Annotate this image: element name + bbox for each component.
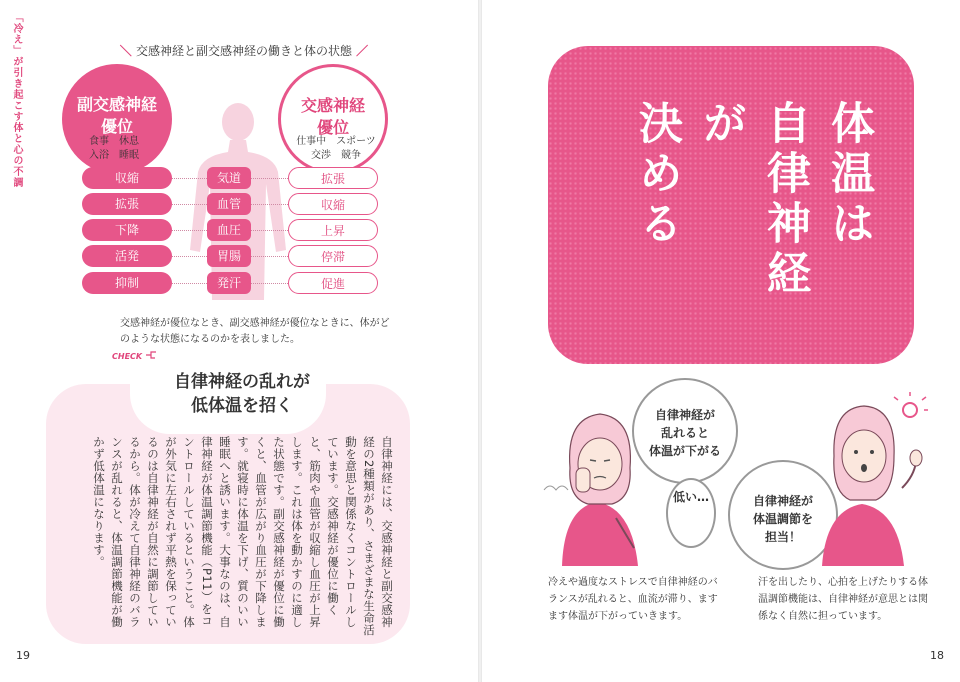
sympathetic-activities-1: 仕事中 スポーツ xyxy=(296,136,376,147)
left-page xyxy=(0,0,478,682)
description-right: 汗を出したり、心拍を上げたりする体温調節機能は、自律神経が意思とは関係なく自然に担っています。 xyxy=(758,577,928,622)
pointing-hand-icon xyxy=(145,349,157,359)
speech-2-line-2: 体温調節を xyxy=(752,512,813,526)
diagram-caption: 交感神経が優位なとき、副交感神経が優位なときに、体がどのような状態になるのかを表しました。 xyxy=(120,318,390,345)
speech-1-line-1: 自律神経が xyxy=(654,408,715,422)
section-title xyxy=(96,42,392,59)
page-number: 18 xyxy=(930,649,944,662)
organ-digestion: 胃腸 xyxy=(207,245,251,267)
article-heading-line-1: 自律神経の乱れが xyxy=(174,372,310,392)
dotted-connector xyxy=(172,283,207,284)
speech-bubble-low: 低い… xyxy=(666,478,716,548)
sympathetic-effect-vessels: 収縮 xyxy=(288,193,378,215)
speech-1-line-2: 乱れると xyxy=(660,426,709,440)
speech-bubble-temperature-drop xyxy=(632,378,738,484)
section-title-text: 交感神経と副交感神経の働きと体の状態 xyxy=(135,44,352,58)
check-label-text: CHECK xyxy=(112,352,143,361)
speech-2-line-3: 担当！ xyxy=(764,530,801,544)
sympathetic-effect-airway: 拡張 xyxy=(288,167,378,189)
chapter-title-line-2: 自律神経が xyxy=(695,100,810,300)
description-left: 冷えや過度なストレスで自律神経のバランスが乱れると、血流が滞り、ますます体温が下がっていきます。 xyxy=(548,577,718,622)
dotted-connector xyxy=(251,230,288,231)
article-body: 自律神経には、交感神経と副交感神経の2種類があり、さまざまな生命活動を意思と関係なくコントロールしています。交感神経が優位に働くと、筋肉や血管が収縮し血圧が上昇します。これは体を動かすのに適した状態です。副交感神経が優位に働くと、血管が広がり血圧が下降します。就寝時に体温を下げ、質のいい睡眠へと誘います。大事なのは、自律神経が体温調節機能（P11）をコントロールしているということ。体が外気に左右されず平熱を保っているのは自律神経が自然に調節しているから。体が冷えて自律神経のバランスが乱れると、体温調節機能が働かず低体温になります。 xyxy=(92,436,394,636)
slash-right-icon: ／ xyxy=(352,44,369,58)
sympathetic-activities-2: 交渉 競争 xyxy=(311,150,361,161)
page-number: 19 xyxy=(16,649,30,662)
speech-2-line-1: 自律神経が xyxy=(752,494,813,508)
dotted-connector xyxy=(251,204,288,205)
parasympathetic-activities-2: 入浴 睡眠 xyxy=(89,150,139,161)
parasympathetic-activities xyxy=(84,135,144,163)
article-heading-line-2: 低体温を招く xyxy=(191,396,293,416)
dotted-connector xyxy=(251,256,288,257)
dotted-connector xyxy=(172,204,207,205)
sympathetic-activities xyxy=(286,135,386,163)
dotted-connector xyxy=(172,178,207,179)
parasympathetic-effect-blood-pressure: 下降 xyxy=(82,219,172,241)
speech-1-line-3: 体温が下がる xyxy=(648,444,721,458)
sympathetic-effect-blood-pressure: 上昇 xyxy=(288,219,378,241)
dotted-connector xyxy=(251,178,288,179)
parasympathetic-dominant-label: 優位 xyxy=(100,117,133,136)
parasympathetic-effect-sweating: 抑制 xyxy=(82,272,172,294)
parasympathetic-effect-digestion: 活発 xyxy=(82,245,172,267)
chapter-title-line-1: 体温は xyxy=(823,100,874,250)
sympathetic-effect-digestion: 停滞 xyxy=(288,245,378,267)
title-box xyxy=(548,46,914,364)
sympathetic-label: 交感神経 xyxy=(300,96,365,115)
dotted-connector xyxy=(172,230,207,231)
sympathetic-effect-sweating: 促進 xyxy=(288,272,378,294)
side-chapter-title: 「冷え」が引き起こす体と心の不調 xyxy=(11,12,22,188)
check-label xyxy=(112,349,157,361)
parasympathetic-activities-1: 食事 休息 xyxy=(89,136,139,147)
right-page xyxy=(482,0,960,682)
dotted-connector xyxy=(172,256,207,257)
parasympathetic-effect-airway: 収縮 xyxy=(82,167,172,189)
organ-sweating: 発汗 xyxy=(207,272,251,294)
parasympathetic-effect-vessels: 拡張 xyxy=(82,193,172,215)
dotted-connector xyxy=(251,283,288,284)
slash-left-icon: ＼ xyxy=(119,44,136,58)
organ-blood-pressure: 血圧 xyxy=(207,219,251,241)
parasympathetic-label: 副交感神経 xyxy=(76,95,157,114)
chapter-title-line-3: 決める xyxy=(631,100,682,250)
organ-airway: 気道 xyxy=(207,167,251,189)
article-heading xyxy=(142,370,342,418)
sympathetic-dominant-label: 優位 xyxy=(316,118,349,137)
organ-vessels: 血管 xyxy=(207,193,251,215)
chapter-title xyxy=(624,100,880,340)
hot-woman-illustration xyxy=(798,392,928,568)
